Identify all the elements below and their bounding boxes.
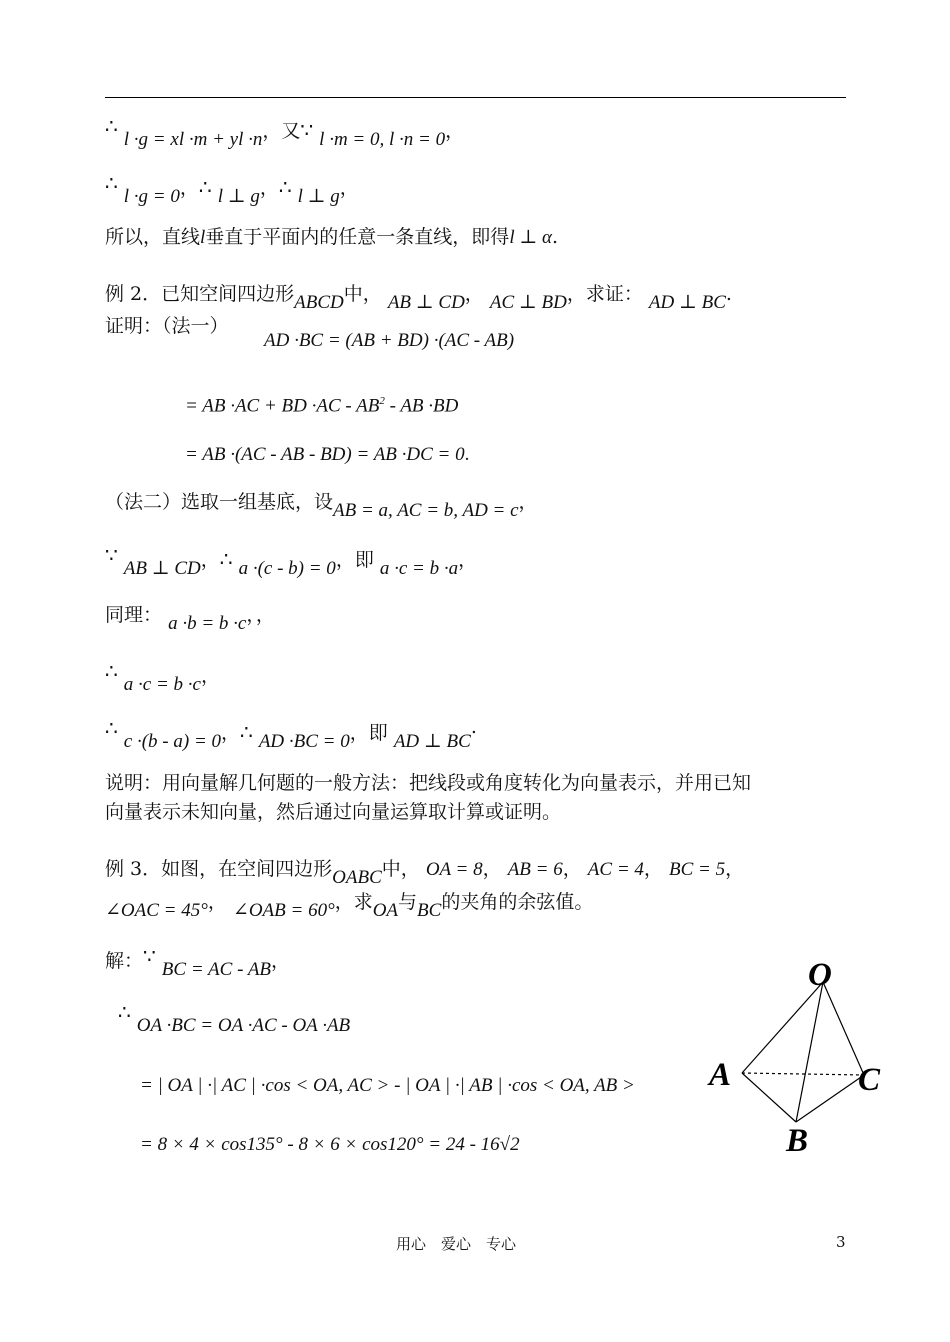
solution-line-2 bbox=[118, 1000, 351, 1038]
edge-ob bbox=[796, 982, 823, 1122]
vertex-label-c: C bbox=[858, 1062, 881, 1098]
therefore-symbol: ∴ bbox=[198, 175, 212, 199]
therefore-symbol: ∴ bbox=[278, 175, 292, 199]
equation: AC = 4 bbox=[587, 859, 644, 880]
proof-step-2 bbox=[185, 389, 458, 418]
comma: ， bbox=[221, 722, 241, 744]
solution-line-1 bbox=[105, 944, 291, 982]
vertex-label-b: B bbox=[786, 1123, 809, 1159]
equation: AB = a, AC = b, AD = c bbox=[333, 500, 519, 521]
solution-line-4: = 8 × 4 × cos135° - 8 × 6 × cos120° = 24 - 16√2 bbox=[140, 1134, 520, 1155]
equation: OA = 8 bbox=[425, 859, 483, 880]
comma: ， bbox=[464, 283, 484, 305]
equation: c ·(b - a) = 0 bbox=[123, 731, 222, 752]
because-symbol: ∵ bbox=[143, 944, 156, 968]
equation: BC = 5 bbox=[668, 859, 726, 880]
comma: ， bbox=[271, 950, 291, 972]
vector-bc: BC bbox=[417, 900, 442, 921]
text: ，求 bbox=[334, 891, 373, 913]
text: 同理： bbox=[105, 604, 163, 626]
period: . bbox=[725, 283, 732, 305]
variable-l: l bbox=[200, 227, 206, 248]
method-2-line-3 bbox=[105, 659, 220, 697]
comma: ， bbox=[482, 858, 502, 880]
equation: OA ·BC = OA ·AC - OA ·AB bbox=[136, 1015, 351, 1036]
because-symbol: ∵ bbox=[105, 543, 118, 567]
text: 的夹角的余弦值。 bbox=[441, 891, 594, 913]
equation: = AB ·AC + BD ·AC - AB bbox=[185, 395, 380, 417]
text: ，求证： bbox=[566, 283, 643, 305]
line-1 bbox=[105, 114, 465, 152]
equation: AB ⊥ CD bbox=[123, 558, 201, 579]
vertex-label-o: O bbox=[808, 957, 832, 993]
therefore-symbol: ∴ bbox=[105, 659, 118, 683]
comma: ， bbox=[518, 491, 538, 513]
equation: a ·b = b ·c bbox=[168, 613, 247, 634]
vector-oa: OA bbox=[372, 900, 399, 921]
equation: l ⊥ g bbox=[297, 186, 340, 207]
header-rule bbox=[105, 97, 846, 98]
equation: AD ⊥ BC bbox=[393, 731, 471, 752]
therefore-symbol: ∴ bbox=[219, 547, 233, 571]
comma: ， bbox=[643, 858, 663, 880]
text: 中， bbox=[343, 283, 382, 305]
text: ，即 bbox=[335, 549, 374, 571]
comma: ， bbox=[179, 177, 199, 199]
equation: l ·g = xl ·m + yl ·n bbox=[123, 129, 263, 150]
therefore-symbol: ∴ bbox=[118, 1000, 131, 1024]
comma: ， bbox=[200, 549, 220, 571]
text: 中， bbox=[381, 858, 420, 880]
comma: ， bbox=[262, 120, 282, 142]
solution-label: 解： bbox=[105, 950, 144, 972]
therefore-symbol: ∴ bbox=[105, 716, 118, 740]
method-2-line-2 bbox=[105, 603, 275, 636]
period: . bbox=[464, 444, 470, 465]
equation: l ⊥ α bbox=[509, 227, 552, 248]
comma: ， bbox=[562, 858, 582, 880]
edge-bc bbox=[796, 1075, 864, 1122]
period: . bbox=[551, 226, 558, 248]
equation: AB = 6 bbox=[507, 859, 563, 880]
comma: ， bbox=[259, 177, 279, 199]
equation: a ·(c - b) = 0 bbox=[238, 558, 336, 579]
comma: ， bbox=[339, 177, 359, 199]
equation: l ·m = 0, l ·n = 0 bbox=[319, 129, 446, 150]
therefore-symbol: ∴ bbox=[105, 114, 118, 138]
equation: - AB ·BD bbox=[384, 395, 459, 417]
footer-slogan: 用心 爱心 专心 bbox=[396, 1235, 517, 1253]
text: 所以，直线 bbox=[105, 226, 201, 248]
equation: AC ⊥ BD bbox=[489, 292, 567, 313]
example-3-statement bbox=[105, 857, 744, 890]
text: 例 2．已知空间四边形 bbox=[105, 283, 295, 305]
line-2 bbox=[105, 171, 359, 209]
therefore-symbol: ∴ bbox=[105, 171, 118, 195]
comma: ， bbox=[200, 665, 220, 687]
method-2-line-4 bbox=[105, 716, 477, 754]
edge-ac-hidden bbox=[742, 1073, 864, 1075]
period: . bbox=[470, 716, 477, 738]
quad-name: OABC bbox=[332, 867, 382, 888]
equation: = AB ·(AC - AB - BD) = AB ·DC = 0 bbox=[185, 444, 465, 465]
text: ，即 bbox=[349, 722, 388, 744]
tetrahedron-diagram bbox=[700, 955, 900, 1165]
edge-oa bbox=[742, 982, 823, 1073]
angle-equation: ∠OAB = 60° bbox=[232, 900, 335, 921]
angle-equation: ∠OAC = 45° bbox=[105, 900, 208, 921]
proof-step-3 bbox=[185, 443, 469, 467]
page-number: 3 bbox=[836, 1233, 846, 1251]
solution-line-3: = | OA | ·| AC | ·cos < OA, AC > - | OA | ·| AB | ·cos < OA, AB > bbox=[140, 1075, 635, 1096]
note-line-1: 说明：用向量解几何题的一般方法：把线段或角度转化为向量表示，并用已知 bbox=[105, 772, 752, 794]
text: 例 3．如图，在空间四边形 bbox=[105, 858, 333, 880]
proof-step-1: AD ·BC = (AB + BD) ·(AC - AB) bbox=[264, 330, 515, 351]
example-3-conditions bbox=[105, 890, 593, 923]
comma: ， bbox=[458, 549, 478, 571]
equation: AD ·BC = 0 bbox=[258, 731, 350, 752]
proof-label: 证明：（法一） bbox=[105, 315, 229, 337]
comma: ，， bbox=[246, 604, 275, 626]
equation: l ·g = 0 bbox=[123, 186, 180, 207]
text: 与 bbox=[398, 891, 418, 913]
comma: ， bbox=[725, 858, 745, 880]
equation: l ⊥ g bbox=[217, 186, 260, 207]
method-2-intro bbox=[105, 490, 538, 523]
because-symbol: ∵ bbox=[300, 118, 314, 142]
equation: a ·c = b ·a bbox=[379, 558, 459, 579]
equation: BC = AC - AB bbox=[161, 959, 272, 980]
equation: AB ⊥ CD bbox=[387, 292, 465, 313]
comma: ， bbox=[445, 120, 465, 142]
equation: a ·c = b ·c bbox=[123, 674, 201, 695]
equation: AD ⊥ BC bbox=[648, 292, 726, 313]
edge-ab bbox=[742, 1073, 796, 1122]
text-you: 又 bbox=[281, 120, 301, 142]
text: 垂直于平面内的任意一条直线，即得 bbox=[205, 226, 510, 248]
vertex-label-a: A bbox=[709, 1057, 732, 1093]
line-3 bbox=[105, 225, 558, 250]
example-2-statement bbox=[105, 282, 732, 315]
superscript: 2 bbox=[379, 395, 385, 407]
text: （法二）选取一组基底，设 bbox=[105, 491, 334, 513]
method-2-line-1 bbox=[105, 543, 478, 581]
therefore-symbol: ∴ bbox=[240, 720, 253, 744]
comma: ， bbox=[207, 891, 227, 913]
quad-name: ABCD bbox=[294, 292, 344, 313]
note-line-2: 向量表示未知向量，然后通过向量运算取计算或证明。 bbox=[105, 801, 562, 823]
